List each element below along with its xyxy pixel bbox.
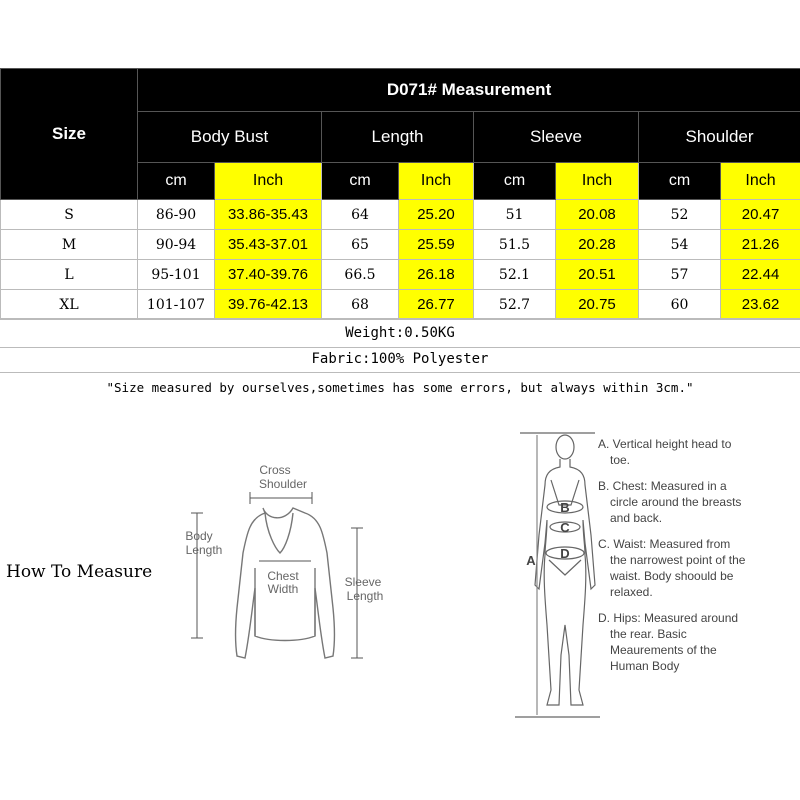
header-shoulder: Shoulder: [639, 112, 800, 163]
size-cell: XL: [1, 290, 138, 320]
cross-shoulder-label: Shoulder: [258, 477, 308, 491]
weight-note: Weight:0.50KG: [0, 318, 800, 348]
unit-inch: Inch: [399, 163, 474, 200]
length-cm-cell: 65: [322, 230, 399, 260]
label-b: B: [560, 500, 570, 515]
header-length: Length: [322, 112, 474, 163]
table-row: [1, 230, 800, 260]
size-cell: S: [1, 200, 138, 230]
size-cell: M: [1, 230, 138, 260]
sleeve-cm-cell: 52.7: [474, 290, 556, 320]
length-inch-cell: 25.20: [399, 200, 474, 230]
sleeve-length-label: Length: [346, 589, 384, 603]
disclaimer-note: "Size measured by ourselves,sometimes has some errors, but always within 3cm.": [106, 380, 694, 395]
shoulder-inch-cell: 23.62: [721, 290, 800, 320]
label-d: D: [560, 546, 570, 561]
sleeve-cm-cell: 52.1: [474, 260, 556, 290]
unit-cm: cm: [474, 163, 556, 200]
unit-inch: Inch: [215, 163, 322, 200]
bust-inch-cell: 37.40-39.76: [215, 260, 322, 290]
sleeve-length-label: Sleeve: [344, 575, 382, 589]
bust-cm-cell: 86-90: [138, 200, 215, 230]
length-cm-cell: 66.5: [322, 260, 399, 290]
sleeve-inch-cell: 20.75: [556, 290, 639, 320]
label-c: C: [560, 520, 570, 535]
length-inch-cell: 26.18: [399, 260, 474, 290]
legend-item-c: C. Waist: Measured from the narrowest point of the waist. Body shoould be relaxed.: [598, 537, 746, 599]
sleeve-inch-cell: 20.08: [556, 200, 639, 230]
sleeve-inch-cell: 20.28: [556, 230, 639, 260]
length-inch-cell: 26.77: [399, 290, 474, 320]
body-outline-icon: [535, 459, 595, 705]
shoulder-inch-cell: 22.44: [721, 260, 800, 290]
shoulder-cm-cell: 54: [639, 230, 721, 260]
bust-inch-cell: 33.86-35.43: [215, 200, 322, 230]
legend-item-a: A. Vertical height head to toe.: [598, 437, 732, 467]
shoulder-cm-cell: 57: [639, 260, 721, 290]
sleeve-cm-cell: 51.5: [474, 230, 556, 260]
fabric-note: Fabric:100% Polyester: [0, 346, 800, 373]
bust-inch-cell: 39.76-42.13: [215, 290, 322, 320]
legend-item-d: D. Hips: Measured around the rear. Basic Meaurements of the Human Body: [598, 611, 739, 673]
unit-cm: cm: [322, 163, 399, 200]
size-header: Size: [1, 69, 138, 200]
length-cm-cell: 68: [322, 290, 399, 320]
label-a: A: [526, 553, 536, 568]
garment-measure-diagram: [175, 458, 395, 663]
unit-inch: Inch: [556, 163, 639, 200]
header-sleeve: Sleeve: [474, 112, 639, 163]
table-row: [1, 290, 800, 320]
table-title: D071# Measurement: [138, 69, 800, 112]
shoulder-cm-cell: 60: [639, 290, 721, 320]
shoulder-inch-cell: 20.47: [721, 200, 800, 230]
body-length-label: Length: [185, 543, 223, 557]
length-inch-cell: 25.59: [399, 230, 474, 260]
unit-inch: Inch: [721, 163, 800, 200]
size-cell: L: [1, 260, 138, 290]
shoulder-cm-cell: 52: [639, 200, 721, 230]
table-row: [1, 260, 800, 290]
sleeve-cm-cell: 51: [474, 200, 556, 230]
bust-cm-cell: 95-101: [138, 260, 215, 290]
unit-cm: cm: [639, 163, 721, 200]
size-chart-table: [0, 68, 800, 320]
body-measure-diagram: [515, 425, 600, 725]
cross-shoulder-label: Cross: [259, 463, 291, 477]
bust-cm-cell: 101-107: [138, 290, 215, 320]
measurement-legend: [598, 436, 748, 684]
bust-cm-cell: 90-94: [138, 230, 215, 260]
shoulder-inch-cell: 21.26: [721, 230, 800, 260]
sleeve-inch-cell: 20.51: [556, 260, 639, 290]
head-icon: [556, 435, 574, 459]
header-body-bust: Body Bust: [138, 112, 322, 163]
chest-width-label: Width: [267, 582, 299, 596]
length-cm-cell: 64: [322, 200, 399, 230]
table-row: [1, 200, 800, 230]
how-to-measure-heading: How To Measure: [6, 562, 153, 582]
unit-cm: cm: [138, 163, 215, 200]
bust-inch-cell: 35.43-37.01: [215, 230, 322, 260]
body-length-label: Body: [185, 529, 213, 543]
chest-width-label: Chest: [267, 569, 299, 583]
legend-item-b: B. Chest: Measured in a circle around the breasts and back.: [598, 479, 742, 525]
